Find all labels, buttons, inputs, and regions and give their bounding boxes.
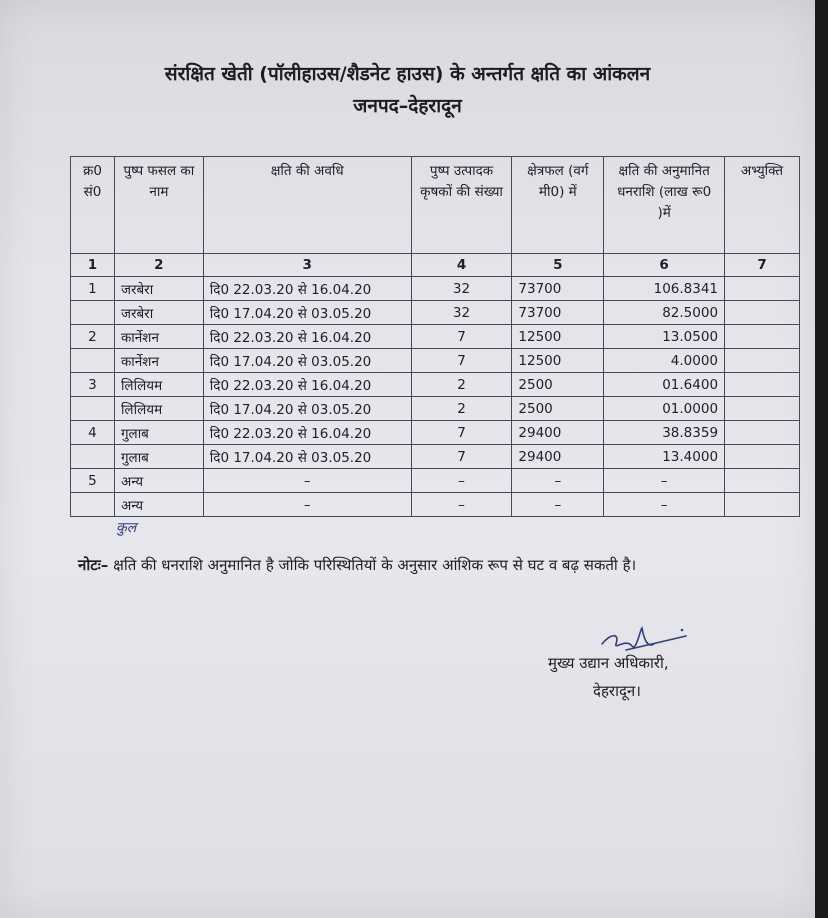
cell-area: 73700 <box>512 301 604 325</box>
cell-crop: अन्य <box>114 493 203 517</box>
cell-period: दि0 22.03.20 से 16.04.20 <box>203 421 411 445</box>
cell-period: दि0 17.04.20 से 03.05.20 <box>203 445 411 469</box>
cell-remarks <box>725 349 800 373</box>
note-text: क्षति की धनराशि अनुमानित है जोकि परिस्थितियों के अनुसार आंशिक रूप से घट व बढ़ सकती है। <box>113 556 637 574</box>
column-number: 3 <box>203 254 411 277</box>
cell-serial: 3 <box>71 373 115 397</box>
table-row <box>71 445 800 469</box>
cell-crop: अन्य <box>114 469 203 493</box>
cell-crop: जरबेरा <box>114 277 203 301</box>
cell-area: 73700 <box>512 277 604 301</box>
cell-amount: 01.0000 <box>604 397 725 421</box>
table-header-row <box>71 157 800 254</box>
cell-area: 29400 <box>512 445 604 469</box>
cell-remarks <box>725 493 800 517</box>
column-number: 2 <box>114 254 203 277</box>
cell-area: 2500 <box>512 373 604 397</box>
cell-farmers: 2 <box>411 397 512 421</box>
table-row <box>71 469 800 493</box>
cell-period: – <box>203 469 411 493</box>
cell-crop: कार्नेशन <box>114 325 203 349</box>
cell-area: 12500 <box>512 325 604 349</box>
column-number: 7 <box>725 254 800 277</box>
table-row <box>71 421 800 445</box>
cell-remarks <box>725 325 800 349</box>
table-row <box>71 277 800 301</box>
document-subtitle: जनपद–देहरादून <box>353 95 462 117</box>
cell-crop: लिलियम <box>114 373 203 397</box>
cell-farmers: 32 <box>411 277 512 301</box>
cell-remarks <box>725 277 800 301</box>
header-remarks: अभ्युक्ति <box>725 157 800 254</box>
header-serial: क्र0 सं0 <box>71 157 115 254</box>
cell-amount: 13.4000 <box>604 445 725 469</box>
cell-farmers: 2 <box>411 373 512 397</box>
cell-serial: 4 <box>71 421 115 445</box>
table-row <box>71 349 800 373</box>
header-period: क्षति की अवधि <box>203 157 411 254</box>
cell-serial: 2 <box>71 325 115 349</box>
cell-farmers: 7 <box>411 421 512 445</box>
column-number: 6 <box>604 254 725 277</box>
note-label: नोटः– <box>78 556 109 574</box>
cell-crop: गुलाब <box>114 445 203 469</box>
cell-area: 12500 <box>512 349 604 373</box>
column-number: 1 <box>71 254 115 277</box>
column-number: 4 <box>411 254 512 277</box>
document-title: संरक्षित खेती (पॉलीहाउस/शैडनेट हाउस) के अन्तर्गत क्षति का आंकलन <box>164 63 651 85</box>
cell-remarks <box>725 469 800 493</box>
cell-amount: – <box>604 493 725 517</box>
table-row <box>71 325 800 349</box>
note-paragraph <box>78 552 768 578</box>
cell-amount: – <box>604 469 725 493</box>
cell-serial: 1 <box>71 277 115 301</box>
cell-remarks <box>725 373 800 397</box>
cell-period: दि0 22.03.20 से 16.04.20 <box>203 325 411 349</box>
cell-remarks <box>725 421 800 445</box>
cell-farmers: 7 <box>411 445 512 469</box>
cell-area: – <box>512 469 604 493</box>
cell-amount: 13.0500 <box>604 325 725 349</box>
cell-area: 2500 <box>512 397 604 421</box>
handwritten-total-label: कुल <box>116 520 137 536</box>
cell-serial <box>71 301 115 325</box>
signatory-designation: मुख्य उद्यान अधिकारी, <box>548 654 669 672</box>
cell-crop: जरबेरा <box>114 301 203 325</box>
header-area: क्षेत्रफल (वर्ग मी0) में <box>512 157 604 254</box>
cell-farmers: 7 <box>411 325 512 349</box>
cell-remarks <box>725 301 800 325</box>
cell-period: दि0 22.03.20 से 16.04.20 <box>203 373 411 397</box>
cell-period: – <box>203 493 411 517</box>
cell-remarks <box>725 397 800 421</box>
cell-farmers: 32 <box>411 301 512 325</box>
cell-serial <box>71 493 115 517</box>
damage-table <box>70 156 800 517</box>
signatory-place: देहरादून। <box>593 682 641 700</box>
table-row <box>71 373 800 397</box>
cell-farmers: – <box>411 493 512 517</box>
cell-serial <box>71 445 115 469</box>
cell-serial: 5 <box>71 469 115 493</box>
header-amount: क्षति की अनुमानित धनराशि (लाख रू0 )में <box>604 157 725 254</box>
cell-amount: 4.0000 <box>604 349 725 373</box>
cell-area: 29400 <box>512 421 604 445</box>
cell-serial <box>71 349 115 373</box>
cell-crop: लिलियम <box>114 397 203 421</box>
header-crop-name: पुष्प फसल का नाम <box>114 157 203 254</box>
cell-farmers: – <box>411 469 512 493</box>
table-row <box>71 301 800 325</box>
cell-amount: 106.8341 <box>604 277 725 301</box>
cell-serial <box>71 397 115 421</box>
cell-amount: 38.8359 <box>604 421 725 445</box>
header-farmers: पुष्प उत्पादक कृषकों की संख्या <box>411 157 512 254</box>
cell-period: दि0 17.04.20 से 03.05.20 <box>203 397 411 421</box>
cell-period: दि0 22.03.20 से 16.04.20 <box>203 277 411 301</box>
cell-farmers: 7 <box>411 349 512 373</box>
cell-amount: 82.5000 <box>604 301 725 325</box>
cell-area: – <box>512 493 604 517</box>
table-row <box>71 397 800 421</box>
cell-amount: 01.6400 <box>604 373 725 397</box>
cell-crop: कार्नेशन <box>114 349 203 373</box>
cell-period: दि0 17.04.20 से 03.05.20 <box>203 301 411 325</box>
cell-period: दि0 17.04.20 से 03.05.20 <box>203 349 411 373</box>
column-number: 5 <box>512 254 604 277</box>
table-row <box>71 493 800 517</box>
cell-remarks <box>725 445 800 469</box>
column-number-row <box>71 254 800 277</box>
cell-crop: गुलाब <box>114 421 203 445</box>
